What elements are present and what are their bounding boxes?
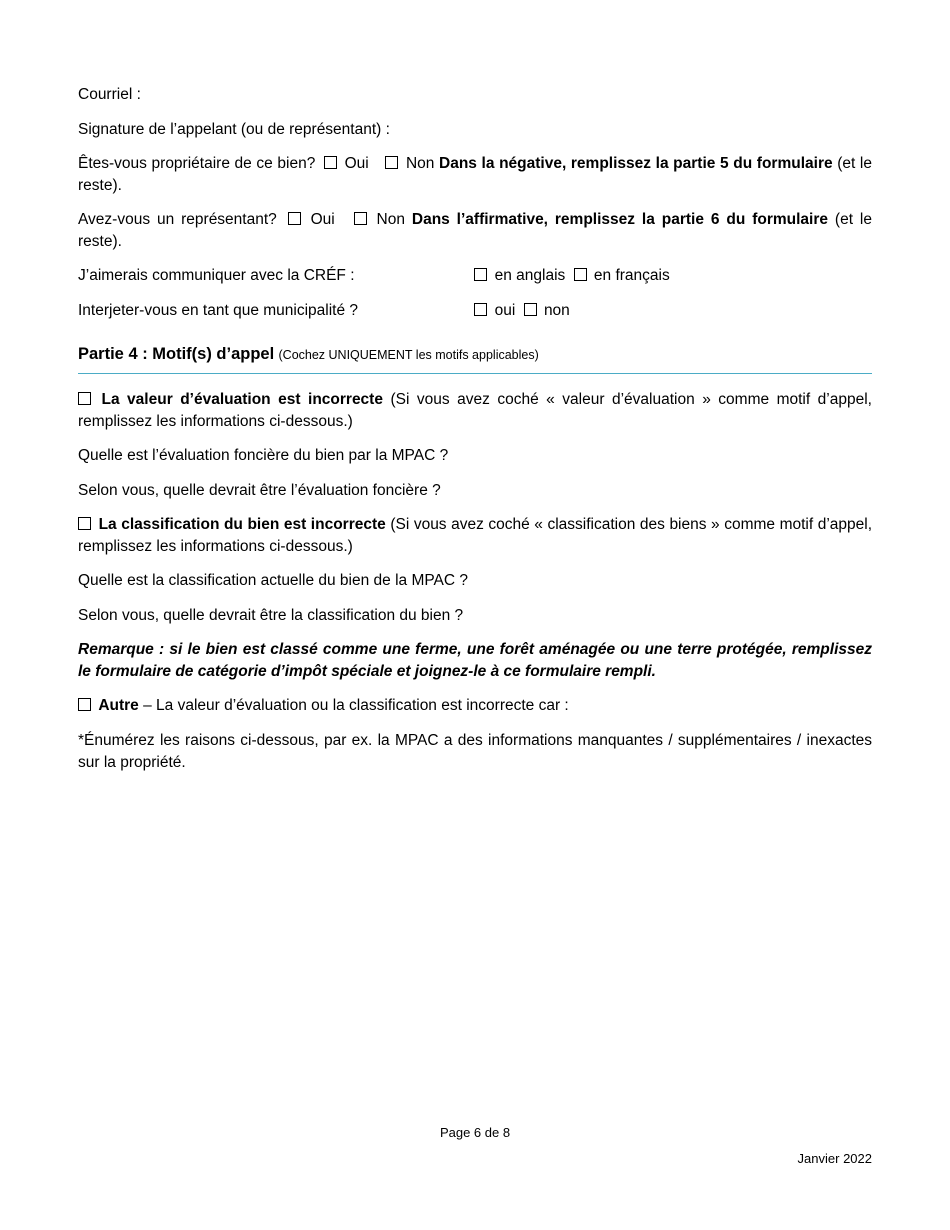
representative-question	[78, 209, 872, 252]
value-question-2: Selon vous, quelle devrait être l’évaluation foncière ?	[78, 481, 441, 499]
reason-other-line	[78, 695, 872, 717]
language-french-label: en français	[593, 267, 670, 285]
owner-oui-checkbox[interactable]	[324, 156, 337, 169]
owner-instruction-bold: Dans la négative, remplissez la partie 5 du formulaire	[439, 155, 833, 173]
owner-non-checkbox[interactable]	[385, 156, 398, 169]
representative-instruction-tail: (et le reste).	[78, 211, 872, 250]
language-english-checkbox[interactable]	[474, 268, 487, 281]
owner-question-text: Êtes-vous propriétaire de ce bien?	[78, 155, 316, 173]
representative-non-label: Non	[376, 211, 405, 229]
form-page-content	[78, 84, 872, 786]
reason-other-bold: Autre	[98, 697, 139, 715]
owner-oui-label: Oui	[344, 155, 369, 173]
owner-non-label: Non	[405, 155, 435, 173]
representative-non-checkbox[interactable]	[354, 212, 367, 225]
owner-question	[78, 153, 872, 196]
reason-value-checkbox[interactable]	[78, 392, 91, 405]
municipality-non-label: non	[543, 301, 570, 319]
part4-subtitle: (Cochez UNIQUEMENT les motifs applicables)	[278, 348, 539, 363]
municipality-non-checkbox[interactable]	[524, 303, 537, 316]
representative-oui-checkbox[interactable]	[288, 212, 301, 225]
language-french-checkbox[interactable]	[574, 268, 587, 281]
reason-value-line	[78, 389, 872, 432]
signature-label: Signature de l’appelant (ou de représentant) :	[78, 120, 390, 138]
enumerate-note: *Énumérez les raisons ci-dessous, par ex. la MPAC a des informations manquantes / supplémentaires / inexactes sur la propriété.	[78, 732, 872, 771]
representative-question-text: Avez-vous un représentant?	[78, 211, 277, 229]
reason-other-normal: – La valeur d’évaluation ou la classification est incorrecte car :	[143, 697, 569, 715]
language-question	[78, 265, 872, 287]
reason-class-line	[78, 514, 872, 557]
language-english-label: en anglais	[494, 267, 566, 285]
municipality-question	[78, 300, 872, 322]
reason-value-bold: La valeur d’évaluation est incorrecte	[101, 391, 383, 409]
footer-date: Janvier 2022	[797, 1151, 872, 1166]
class-question-1: Quelle est la classification actuelle du bien de la MPAC ?	[78, 572, 469, 590]
owner-instruction-tail: (et le reste).	[78, 155, 872, 194]
municipality-oui-label: oui	[494, 301, 516, 319]
municipality-question-text: Interjeter-vous en tant que municipalité ?	[78, 301, 359, 319]
reason-other-checkbox[interactable]	[78, 698, 91, 711]
reason-class-checkbox[interactable]	[78, 517, 91, 530]
reason-class-bold: La classification du bien est incorrecte	[98, 516, 386, 534]
reason-value-normal: (Si vous avez coché « valeur d’évaluation » comme motif d’appel, remplissez les informations ci-dessous.)	[78, 391, 872, 430]
special-tax-note: Remarque : si le bien est classé comme une ferme, une forêt aménagée ou une terre protégée, remplissez le formulaire de catégorie d’impôt spéciale et joignez-le à ce formulaire rempli.	[78, 641, 872, 680]
page-number: Page 6 de 8	[439, 1125, 511, 1140]
representative-oui-label: Oui	[310, 211, 335, 229]
part4-heading	[78, 343, 872, 374]
part4-title: Partie 4 : Motif(s) d’appel	[78, 345, 275, 364]
municipality-oui-checkbox[interactable]	[474, 303, 487, 316]
value-question-1: Quelle est l’évaluation foncière du bien par la MPAC ?	[78, 447, 449, 465]
class-question-2: Selon vous, quelle devrait être la classification du bien ?	[78, 606, 464, 624]
language-question-text: J’aimerais communiquer avec la CRÉF :	[78, 267, 355, 285]
reason-class-normal: (Si vous avez coché « classification des biens » comme motif d’appel, remplissez les informations ci-dessous.)	[78, 516, 873, 555]
email-label: Courriel :	[78, 86, 141, 103]
representative-instruction-bold: Dans l’affirmative, remplissez la partie 6 du formulaire	[411, 211, 829, 229]
